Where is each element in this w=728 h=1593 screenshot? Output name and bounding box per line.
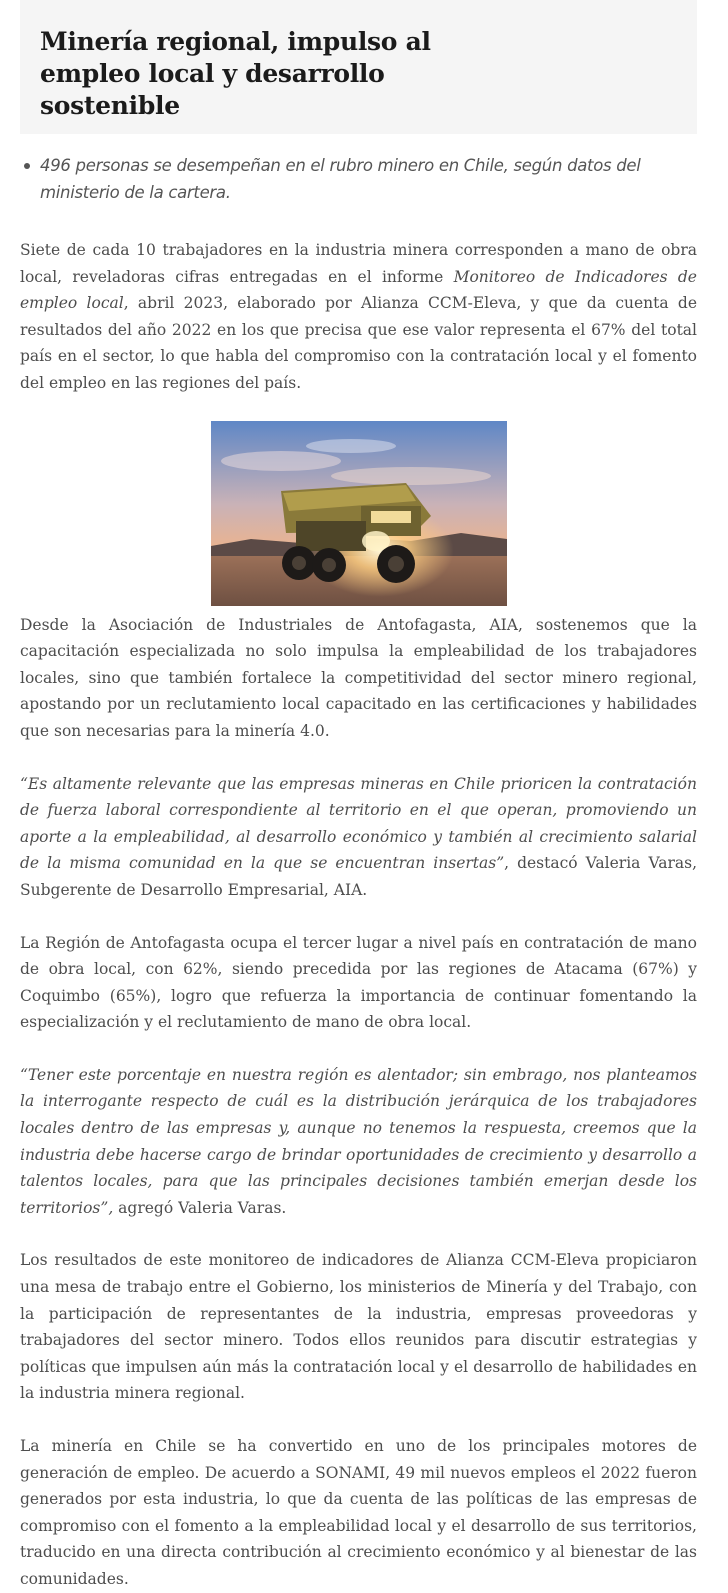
quote-2 <box>20 1062 697 1222</box>
paragraph-intro-text-end: , abril 2023, elaborado por Alianza CCM-Eleva, y que da cuenta de resultados del año 2022 en los que precisa que ese valor representa el 67% del total país en el sector, lo que habla del compromiso con la contratación local y el fomento del empleo en las regiones del país. <box>20 294 697 392</box>
quote-1 <box>20 771 697 904</box>
paragraph-aia: Desde la Asociación de Industriales de Antofagasta, AIA, sostenemos que la capacitación especializada no solo impulsa la empleabilidad de los trabajadores locales, sino que también fortalece la competitividad del sector minero regional, apostando por un reclutamiento local capacitado en las certificaciones y habilidades que son necesarias para la minería 4.0. <box>20 615 697 740</box>
paragraph-intro-text: Siete de cada 10 trabajadores en la industria minera corresponden a mano de obra local, reveladoras cifras entregadas en el informe <box>20 241 697 286</box>
paragraph-results: Los resultados de este monitoreo de indicadores de Alianza CCM-Eleva propiciaron una mesa de trabajo entre el Gobierno, los ministerios de Minería y del Trabajo, con la participación de representantes de la industria, empresas proveedoras y trabajadores del sector minero. Todos ellos reunidos para discutir estrategias y políticas que impulsen aún más la contratación local y el desarrollo de habilidades en la industria minera regional. <box>20 1251 697 1403</box>
quote-1-attribution: , destacó Valeria Varas, Subgerente de Desarrollo Empresarial, AIA. <box>20 854 697 899</box>
summary-bullet-text: 496 personas se desempeñan en el rubro minero en Chile, según datos del ministerio de la cartera. <box>40 156 641 202</box>
haul-truck-image <box>211 421 507 606</box>
article-image <box>211 421 507 606</box>
report-title: Monitoreo de Indicadores de empleo local <box>20 267 697 313</box>
summary-bullets <box>20 152 697 206</box>
article <box>20 0 697 1593</box>
quote-1-text: “Es altamente relevante que las empresas mineras en Chile prioricen la contratación de fuerza laboral correspondiente al territorio en el que operan, promoviendo un aporte a la empleabilidad, al desarrollo económico y también al crecimiento salarial de la misma comunidad en la que se encuentran insertas” <box>20 774 697 873</box>
paragraph-conclusion: La minería en Chile se ha convertido en uno de los principales motores de generación de empleo. De acuerdo a SONAMI, 49 mil nuevos empleos el 2022 fueron generados por esta industria, lo que da cuenta de las políticas de las empresas de compromiso con el fomento a la empleabilidad local y el desarrollo de sus territorios, traducido en una directa contribución al crecimiento económico y al bienestar de las comunidades. <box>20 1437 697 1588</box>
article-title: Minería regional, impulso al empleo local y desarrollo sostenible <box>40 27 431 120</box>
paragraph-region: La Región de Antofagasta ocupa el tercer lugar a nivel país en contratación de mano de obra local, con 62%, siendo precedida por las regiones de Atacama (67%) y Coquimbo (65%), logro que refuerza la importancia de continuar fomentando la especialización y el reclutamiento de mano de obra local. <box>20 933 697 1032</box>
title-box <box>20 0 697 134</box>
paragraph-intro <box>20 237 697 397</box>
quote-2-attribution: agregó Valeria Varas. <box>113 1198 287 1217</box>
summary-bullet <box>40 152 697 206</box>
bullet-dot-icon <box>24 163 30 169</box>
quote-2-text: “Tener este porcentaje en nuestra región es alentador; sin embrago, nos planteamos la interrogante respecto de cuál es la distribución jerárquica de los trabajadores locales dentro de las empresas y, aunque no tenemos la respuesta, creemos que la industria debe hacerse cargo de brindar oportunidades de crecimiento y desarrollo a talentos locales, para que las principales decisiones también emerjan desde los territorios”, <box>20 1065 697 1217</box>
